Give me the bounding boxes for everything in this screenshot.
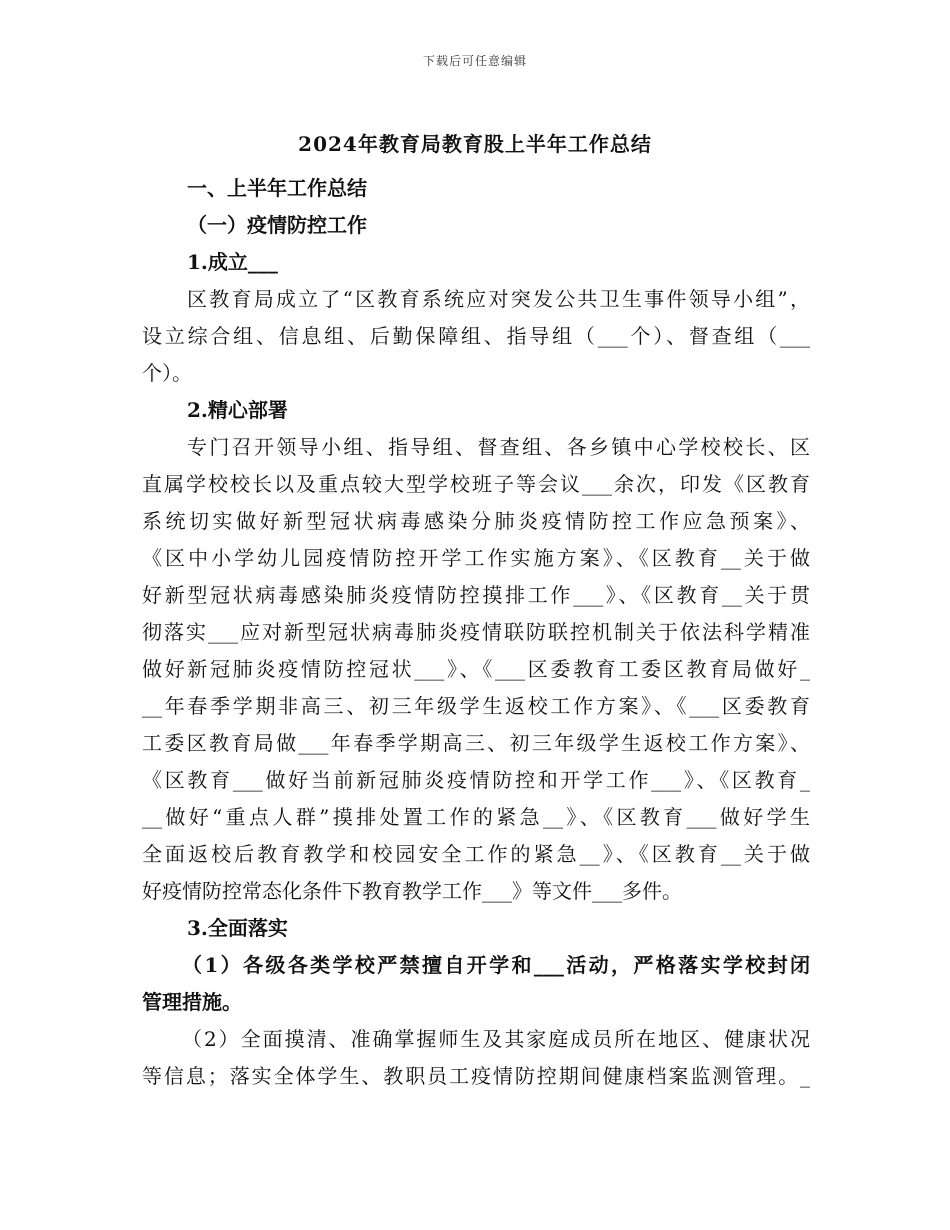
section-heading-1: 一、上半年工作总结 xyxy=(187,176,367,200)
item-heading-2: 2.精心部署 xyxy=(187,398,288,422)
paragraph-3 xyxy=(142,947,810,1021)
paragraph-line: （1）各级各类学校严禁擅自开学和___活动，严格落实学校封闭 xyxy=(182,953,810,977)
item-heading-1: 1.成立___ xyxy=(187,250,278,274)
paragraph-line: 好疫情防控常态化条件下教育教学工作___》等文件___多件。 xyxy=(142,879,682,903)
paragraph-2 xyxy=(142,429,810,910)
paragraph-line: 全面返校后教育教学和校园安全工作的紧急__》、《区教育__关于做 xyxy=(142,842,810,866)
paragraph-line: （2）全面摸清、准确掌握师生及其家庭成员所在地区、健康状况 xyxy=(182,1027,810,1051)
paragraph-line: 直属学校校长以及重点较大型学校班子等会议___余次，印发《区教育 xyxy=(142,472,810,496)
paragraph-line: 设立综合组、信息组、后勤保障组、指导组（___个）、督查组（___ xyxy=(142,324,810,348)
document-body xyxy=(142,170,810,1095)
paragraph-line: 好新型冠状病毒感染肺炎疫情防控摸排工作___》、《区教育__关于贯 xyxy=(142,583,810,607)
paragraph-line: 系统切实做好新型冠状病毒感染分肺炎疫情防控工作应急预案》、 xyxy=(142,509,810,533)
paragraph-line: 区教育局成立了“区教育系统应对突发公共卫生事件领导小组”， xyxy=(187,287,810,311)
paragraph-line: 《区中小学幼儿园疫情防控开学工作实施方案》、《区教育__关于做 xyxy=(142,546,810,570)
paragraph-line: 做好新冠肺炎疫情防控冠状___》、《___区委教育工委区教育局做好_ xyxy=(142,657,810,681)
paragraph-4 xyxy=(142,1021,810,1095)
subsection-heading-1: （一）疫情防控工作 xyxy=(187,213,367,237)
paragraph-line: 等信息；落实全体学生、教职员工疫情防控期间健康档案监测管理。_ xyxy=(142,1064,810,1088)
paragraph-line: 管理措施。 xyxy=(142,990,242,1014)
document-title: 2024年教育局教育股上半年工作总结 xyxy=(298,132,652,156)
item-heading-3: 3.全面落实 xyxy=(187,916,288,940)
header-note: 下载后可任意编辑 xyxy=(422,54,527,68)
paragraph-line: 彻落实___应对新型冠状病毒肺炎疫情联防联控机制关于依法科学精准 xyxy=(142,620,810,644)
paragraph-line: __做好“重点人群”摸排处置工作的紧急__》、《区教育___做好学生 xyxy=(142,805,810,829)
paragraph-1 xyxy=(142,281,810,392)
paragraph-line: 专门召开领导小组、指导组、督查组、各乡镇中心学校校长、区 xyxy=(187,435,810,459)
paragraph-line: 个）。 xyxy=(142,361,192,385)
paragraph-line: 工委区教育局做___年春季学期高三、初三年级学生返校工作方案》、 xyxy=(142,731,810,755)
paragraph-line: 《区教育___做好当前新冠肺炎疫情防控和开学工作___》、《区教育_ xyxy=(142,768,810,792)
paragraph-line: __年春季学期非高三、初三年级学生返校工作方案》、《___区委教育 xyxy=(142,694,810,718)
